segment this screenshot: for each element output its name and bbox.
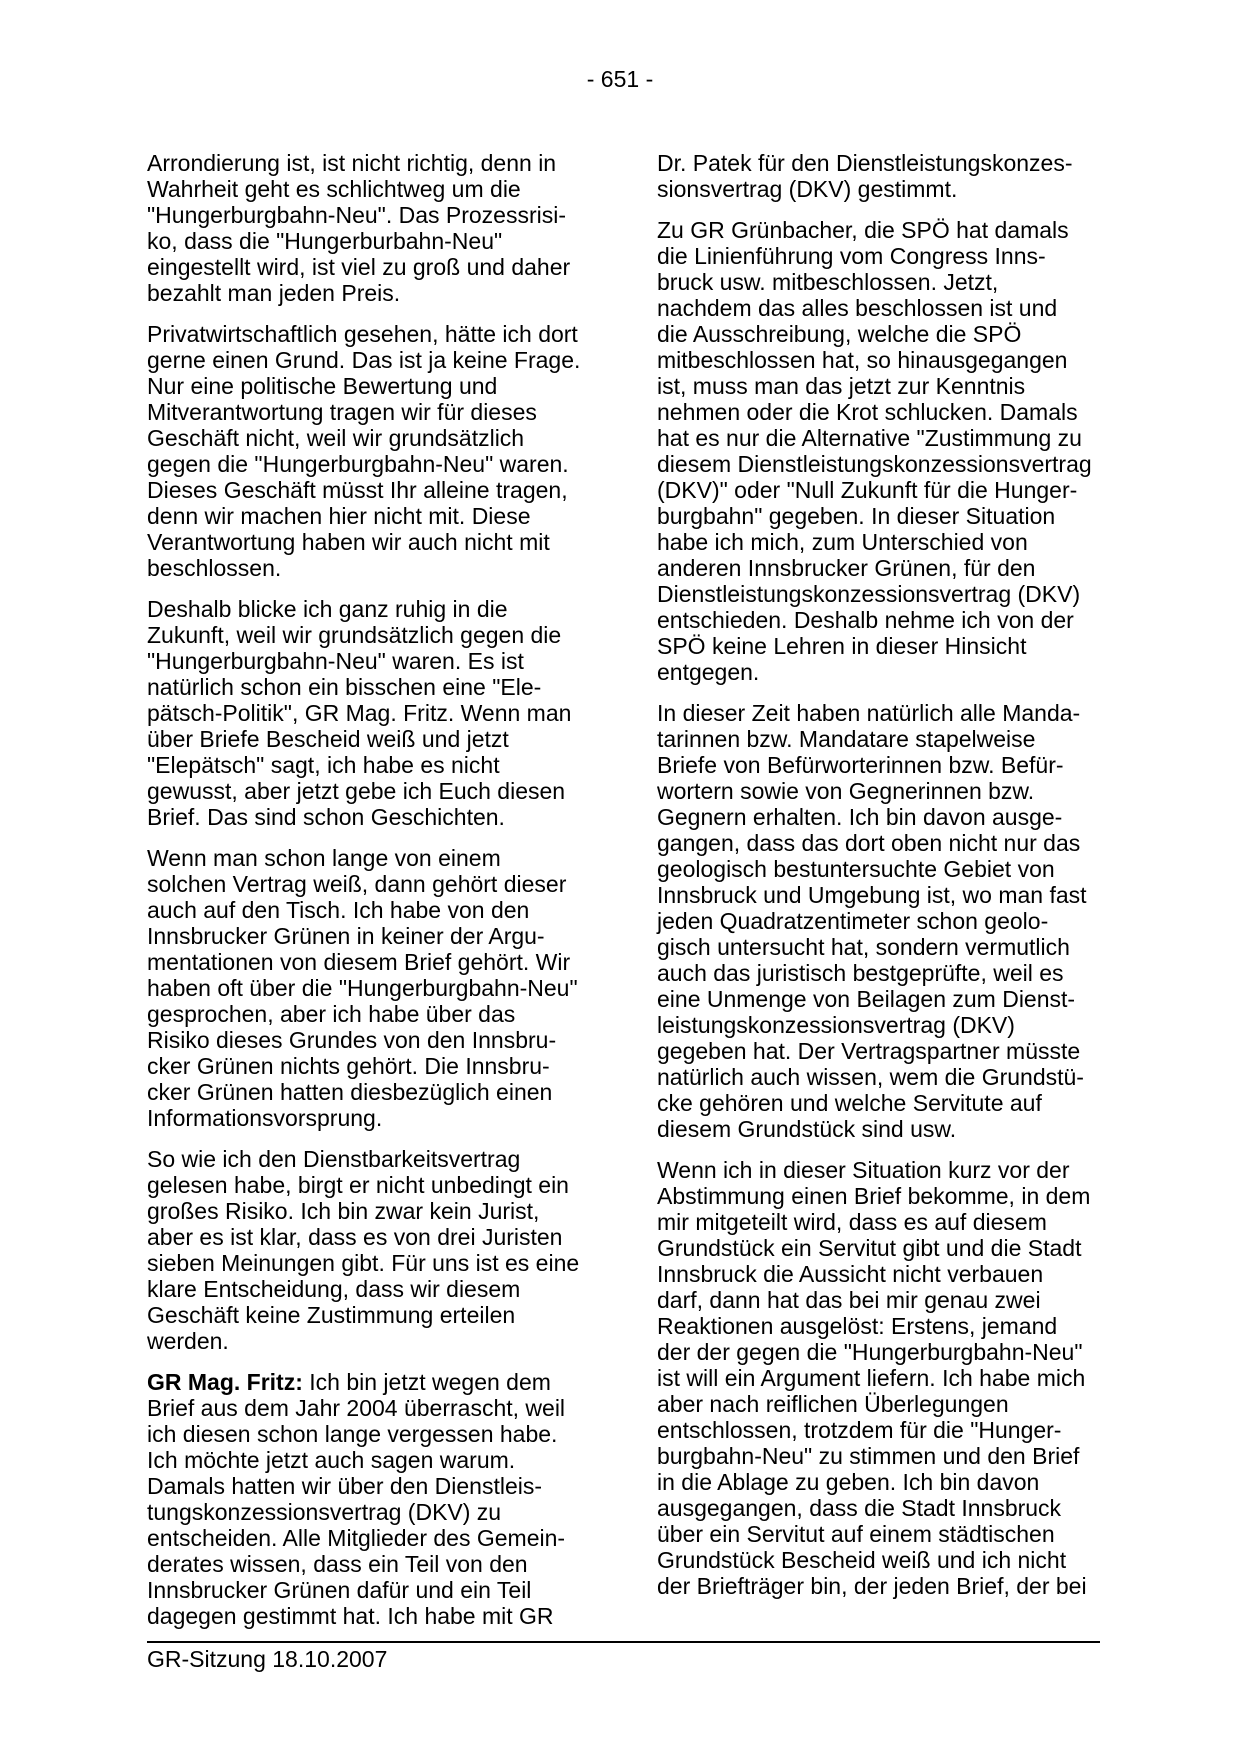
paragraph: [147, 1146, 617, 1354]
page-number: - 651 -: [586, 66, 654, 92]
paragraph: [147, 321, 617, 581]
paragraph-text: Privatwirtschaftlich gesehen, hätte ich dort gerne einen Grund. Das ist ja keine Frage. Nur eine politische Bewertung und Mitverantwortung tragen wir für dieses Geschäft nicht, weil wir grundsätzlich gegen die "Hungerburgbahn-Neu" waren. Dieses Geschäft müsst Ihr alleine tragen, denn wir machen hier nicht mit. Diese Verantwortung haben wir auch nicht mit beschlossen.: [147, 321, 581, 581]
paragraph-text: So wie ich den Dienstbarkeitsvertrag gelesen habe, birgt er nicht unbedingt ein großes Risiko. Ich bin zwar kein Jurist, aber es ist klar, dass es von drei Juristen sieben Meinungen gibt. Für uns ist es eine klare Entscheidung, dass wir diesem Geschäft keine Zustimmung erteilen werden.: [147, 1146, 580, 1354]
paragraph-text: Ich bin jetzt wegen dem Brief aus dem Jahr 2004 überrascht, weil ich diesen schon lange vergessen habe. Ich möchte jetzt auch sagen warum. Damals hatten wir über den Dienstleis- tungskonzessionsvertrag (DKV) zu entscheiden. Alle Mitglieder des Gemein- derates wissen, dass ein Teil von den Innsbrucker Grünen dafür und ein Teil dagegen gestimmt hat. Ich habe mit GR: [147, 1369, 566, 1629]
speaker-name: GR Mag. Fritz:: [147, 1369, 303, 1395]
paragraph-text: Wenn ich in dieser Situation kurz vor der Abstimmung einen Brief bekomme, in dem mir mitgeteilt wird, dass es auf diesem Grundstück ein Servitut gibt und die Stadt Innsbruck die Aussicht nicht verbauen darf, dann hat das bei mir genau zwei Reaktionen ausgelöst: Erstens, jemand der der gegen die "Hungerburgbahn-Neu" ist will ein Argument liefern. Ich habe mich aber nach reiflichen Überlegungen entschlossen, trotzdem für die "Hunger- burgbahn-Neu" zu stimmen und den Brief in die Ablage zu geben. Ich bin davon ausgegangen, dass die Stadt Innsbruck über ein Servitut auf einem städtischen Grundstück Bescheid weiß und ich nicht der Briefträger bin, der jeden Brief, der bei: [657, 1157, 1091, 1599]
paragraph: [147, 845, 617, 1131]
left-column: [147, 150, 617, 1644]
page-footer: [147, 1641, 1100, 1672]
paragraph: [657, 700, 1127, 1142]
footer-session-label: GR-Sitzung 18.10.2007: [147, 1646, 388, 1672]
paragraph-text: Zu GR Grünbacher, die SPÖ hat damals die Linienführung vom Congress Inns- bruck usw. mitbeschlossen. Jetzt, nachdem das alles beschlossen ist und die Ausschreibung, welche die SPÖ mitbeschlossen hat, so hinausgegangen ist, muss man das jetzt zur Kenntnis nehmen oder die Krot schlucken. Damals hat es nur die Alternative "Zustimmung zu diesem Dienstleistungskonzessionsvertrag (DKV)" oder "Null Zukunft für die Hunger- burgbahn" gegeben. In dieser Situation habe ich mich, zum Unterschied von anderen Innsbrucker Grünen, für den Dienstleistungskonzessionsvertrag (DKV) entschieden. Deshalb nehme ich von der SPÖ keine Lehren in dieser Hinsicht entgegen.: [657, 217, 1092, 685]
paragraph-text: In dieser Zeit haben natürlich alle Manda- tarinnen bzw. Mandatare stapelweise Briefe von Befürworterinnen bzw. Befür- wortern sowie von Gegnerinnen bzw. Gegnern erhalten. Ich bin davon ausge- gangen, dass das dort oben nicht nur das geologisch bestuntersuchte Gebiet von Innsbruck und Umgebung ist, wo man fast jeden Quadratzentimeter schon geolo- gisch untersucht hat, sondern vermutlich auch das juristisch bestgeprüfte, weil es eine Unmenge von Beilagen zum Dienst- leistungskonzessionsvertrag (DKV) gegeben hat. Der Vertragspartner müsste natürlich auch wissen, wem die Grundstü- cke gehören und welche Servitute auf diesem Grundstück sind usw.: [657, 700, 1087, 1142]
paragraph: [147, 150, 617, 306]
right-column: [657, 150, 1127, 1614]
paragraph: [657, 217, 1127, 685]
paragraph: [657, 150, 1127, 202]
paragraph-text: Deshalb blicke ich ganz ruhig in die Zukunft, weil wir grundsätzlich gegen die "Hungerburgbahn-Neu" waren. Es ist natürlich schon ein bisschen eine "Ele- pätsch-Politik", GR Mag. Fritz. Wenn man über Briefe Bescheid weiß und jetzt "Elepätsch" sagt, ich habe es nicht gewusst, aber jetzt gebe ich Euch diesen Brief. Das sind schon Geschichten.: [147, 596, 572, 830]
paragraph: [147, 1369, 617, 1629]
paragraph: [657, 1157, 1127, 1599]
paragraph: [147, 596, 617, 830]
paragraph-text: Arrondierung ist, ist nicht richtig, denn in Wahrheit geht es schlichtweg um die "Hungerburgbahn-Neu". Das Prozessrisi- ko, dass die "Hungerburbahn-Neu" eingestellt wird, ist viel zu groß und daher bezahlt man jeden Preis.: [147, 150, 571, 306]
paragraph-text: Dr. Patek für den Dienstleistungskonzes- sionsvertrag (DKV) gestimmt.: [657, 150, 1073, 202]
paragraph-text: Wenn man schon lange von einem solchen Vertrag weiß, dann gehört dieser auch auf den Tisch. Ich habe von den Innsbrucker Grünen in keiner der Argu- mentationen von diesem Brief gehört. Wir haben oft über die "Hungerburgbahn-Neu" gesprochen, aber ich habe über das Risiko dieses Grundes von den Innsbru- cker Grünen nichts gehört. Die Innsbru- cker Grünen hatten diesbezüglich einen Informationsvorsprung.: [147, 845, 578, 1131]
